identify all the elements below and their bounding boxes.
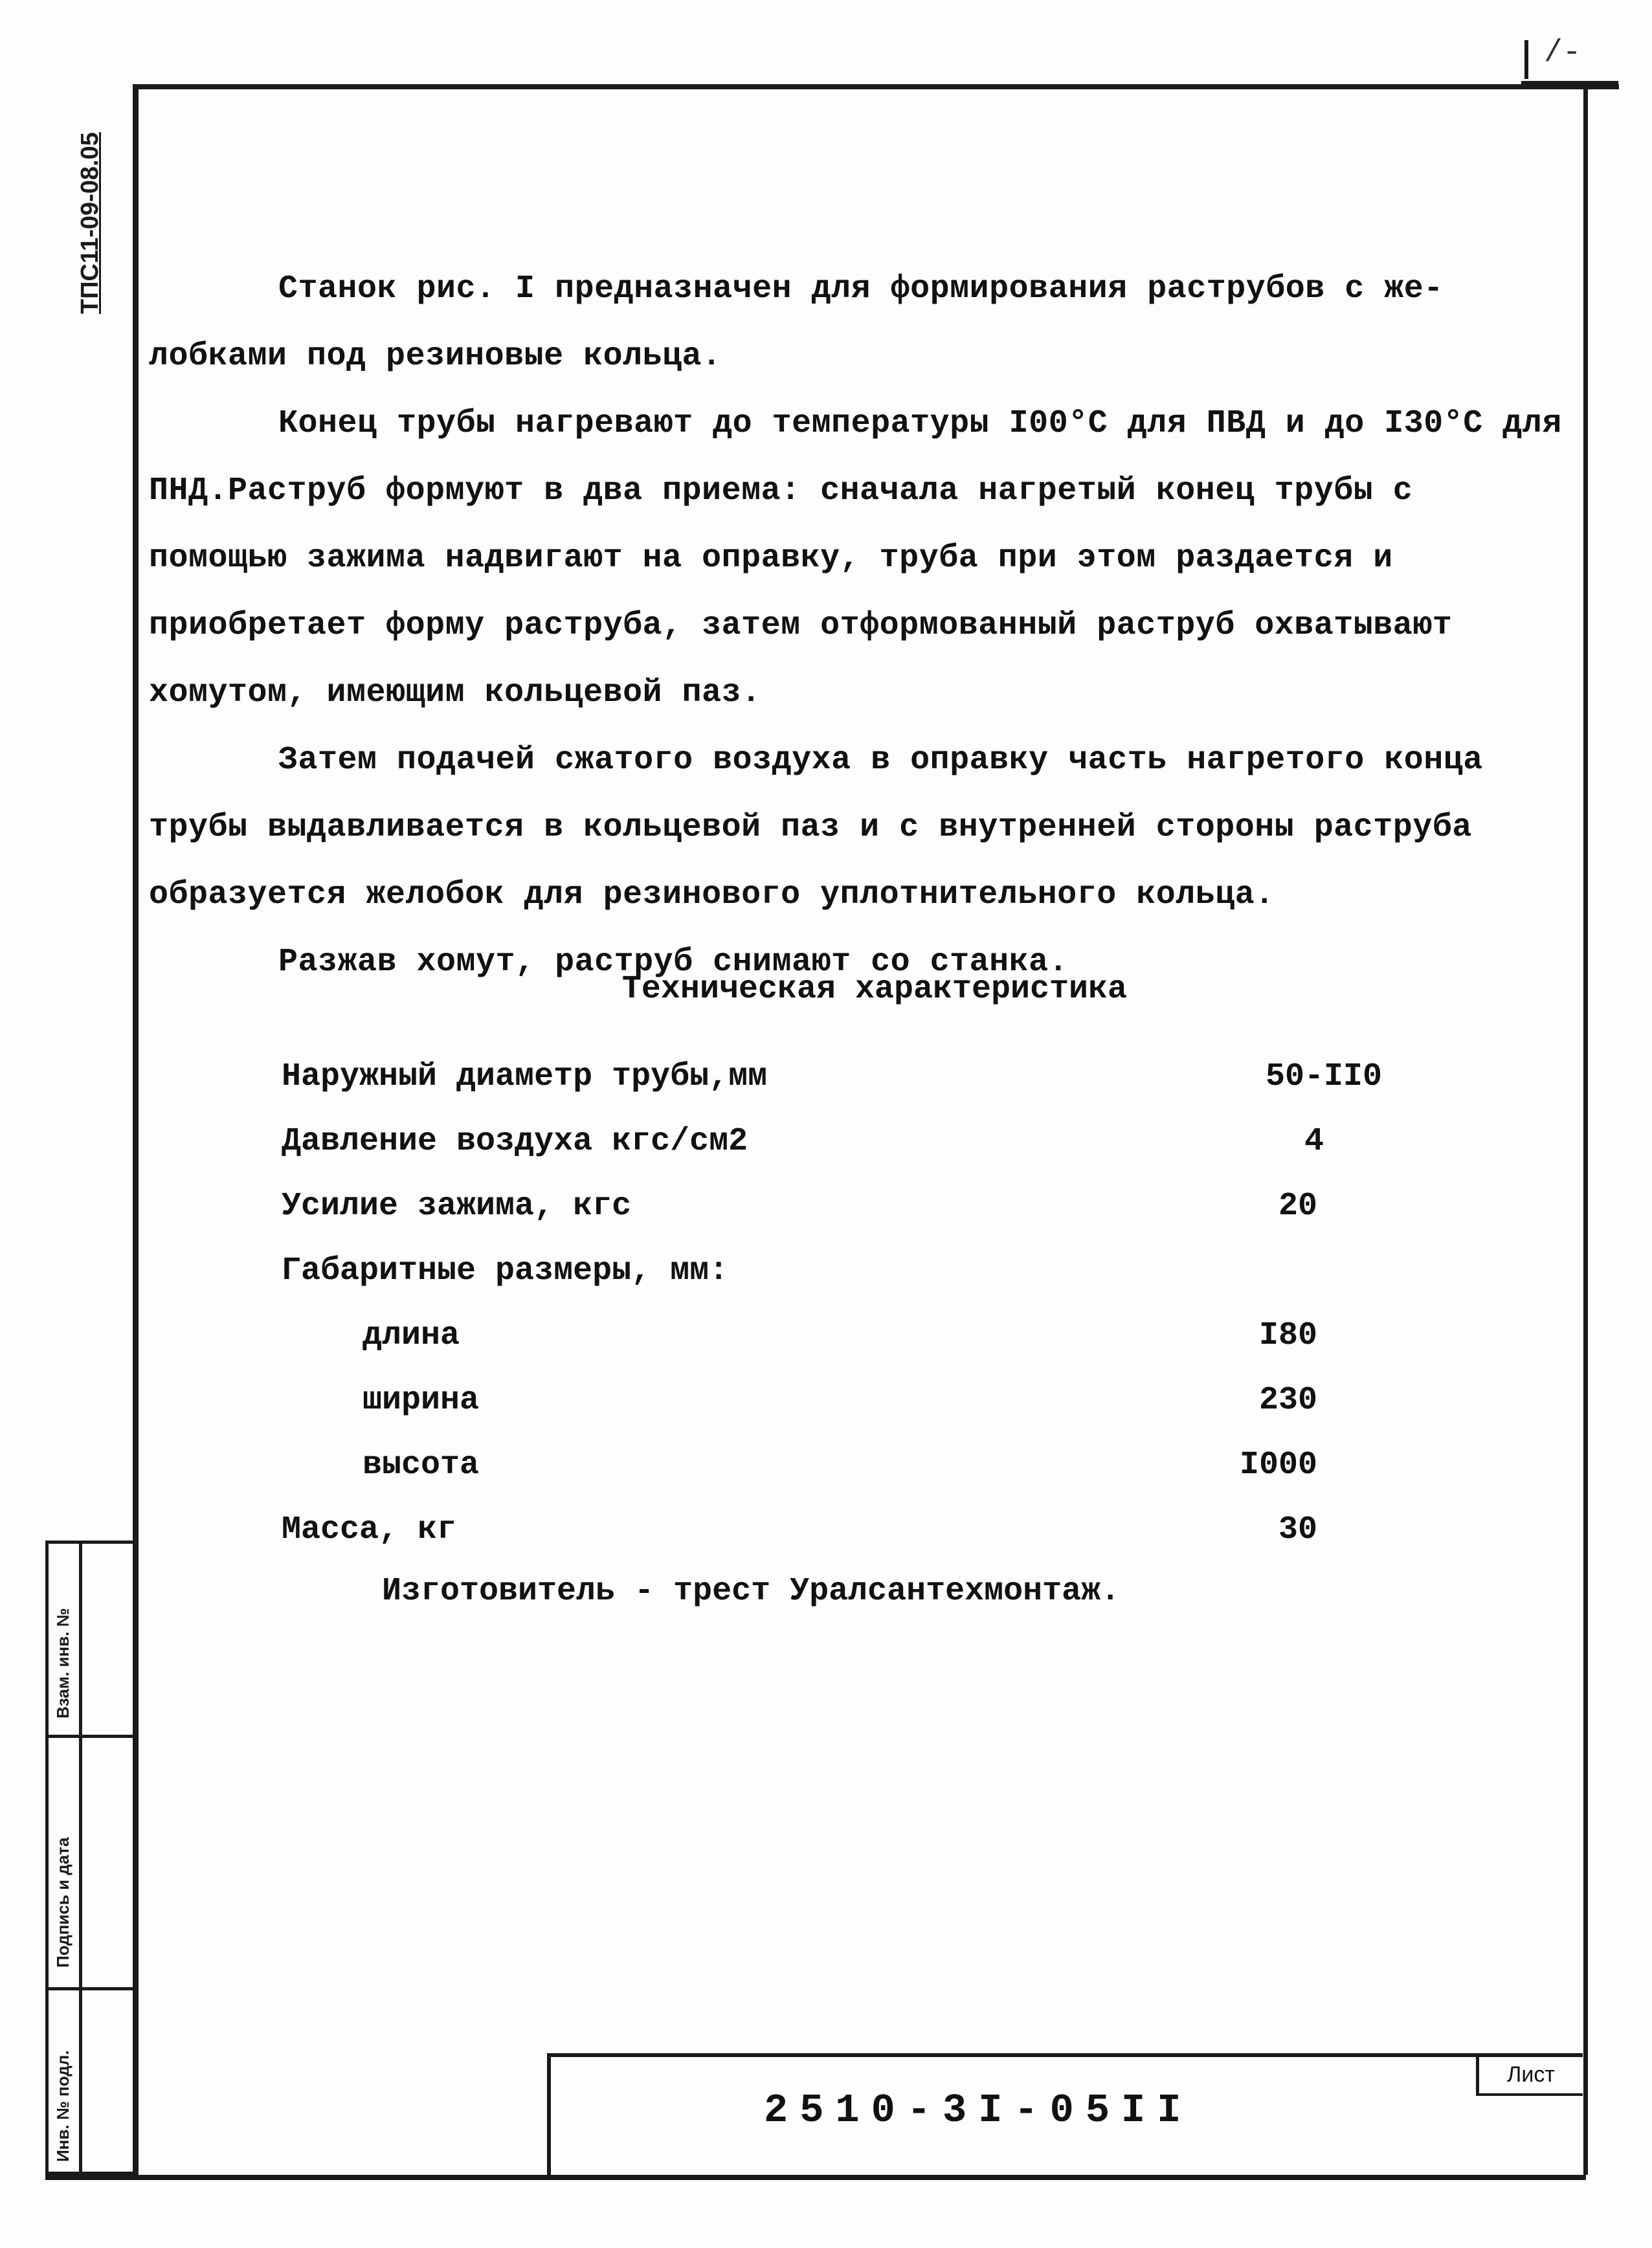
spec-value: 50-II0 bbox=[1265, 1058, 1382, 1095]
stamp-strip-divider-vertical bbox=[79, 1541, 82, 2175]
spec-row bbox=[282, 1317, 1317, 1363]
spec-row bbox=[282, 1188, 1317, 1233]
spec-label: Наружный диаметр трубы,мм bbox=[282, 1058, 768, 1095]
frame-right-line bbox=[1583, 89, 1588, 2175]
spec-value: I000 bbox=[1239, 1447, 1317, 1484]
spec-value: 20 bbox=[1278, 1188, 1317, 1225]
side-document-code: ТПС11-09-08.05 bbox=[76, 132, 104, 314]
spec-value: 30 bbox=[1278, 1511, 1317, 1548]
corner-mark: /- bbox=[1544, 36, 1581, 71]
spec-label: Габаритные размеры, мм: bbox=[282, 1252, 729, 1289]
stamp-strip-divider bbox=[45, 1987, 133, 1990]
spec-value: 4 bbox=[1304, 1123, 1324, 1160]
spec-row bbox=[282, 1447, 1317, 1492]
spec-value: I80 bbox=[1258, 1317, 1317, 1354]
sheet-label: Лист bbox=[1476, 2057, 1583, 2096]
frame-bottom-line bbox=[45, 2175, 1586, 2180]
paragraph: Затем подачей сжатого воздуха в оправку часть нагретого конца трубы выдавливается в кольцевой паз и с внутренней стороны раструба образуется желобок для резинового уплотнительного кольца. bbox=[149, 742, 1483, 913]
stamp-label-replace-inv: Взам. инв. № bbox=[53, 1608, 73, 1719]
spec-row bbox=[282, 1382, 1317, 1427]
spec-label: ширина bbox=[363, 1382, 480, 1419]
spec-label: Усилие зажима, кгс bbox=[282, 1188, 632, 1225]
frame-top-line bbox=[133, 84, 1619, 89]
document-number: 2510-3I-05II bbox=[764, 2087, 1193, 2133]
spec-title: Техническая характеристика bbox=[621, 971, 1128, 1008]
stamp-label-inv-number: Инв. № подл. bbox=[53, 2050, 73, 2162]
spec-label: Масса, кг bbox=[282, 1511, 457, 1548]
stamp-strip-divider bbox=[45, 1735, 133, 1738]
stamp-label-signature-date: Подпись и дата bbox=[53, 1837, 73, 1968]
spec-label: высота bbox=[363, 1447, 480, 1484]
frame-left-line bbox=[133, 84, 139, 2180]
paragraph: Разжав хомут, раструб снимают со станка. bbox=[278, 944, 1069, 981]
corner-mark-line bbox=[1524, 40, 1528, 79]
spec-row bbox=[282, 1252, 1382, 1298]
spec-row bbox=[282, 1123, 1324, 1168]
spec-label: Давление воздуха кгс/см2 bbox=[282, 1123, 748, 1160]
spec-value: 230 bbox=[1258, 1382, 1317, 1419]
paragraph: Станок рис. I предназначен для формирования раструбов с же-лобками под резиновые кольца. bbox=[149, 271, 1444, 375]
spec-row bbox=[282, 1511, 1317, 1557]
spec-label: длина bbox=[363, 1317, 460, 1354]
manufacturer-line: Изготовитель - трест Уралсантехмонтаж. bbox=[382, 1573, 1121, 1610]
paragraph: Конец трубы нагревают до температуры I00°С для ПВД и до I30°С для ПНД.Раструб формуют в два приема: сначала нагретый конец трубы с помощью зажима надвигают на оправку, труба при этом раздается и приобретает форму раструба, затем отформованный раструб охватывают хомутом, имеющим кольцевой паз. bbox=[149, 405, 1562, 711]
frame-top-short-line bbox=[1521, 81, 1618, 85]
spec-row bbox=[282, 1058, 1382, 1104]
body-text bbox=[149, 256, 1567, 996]
